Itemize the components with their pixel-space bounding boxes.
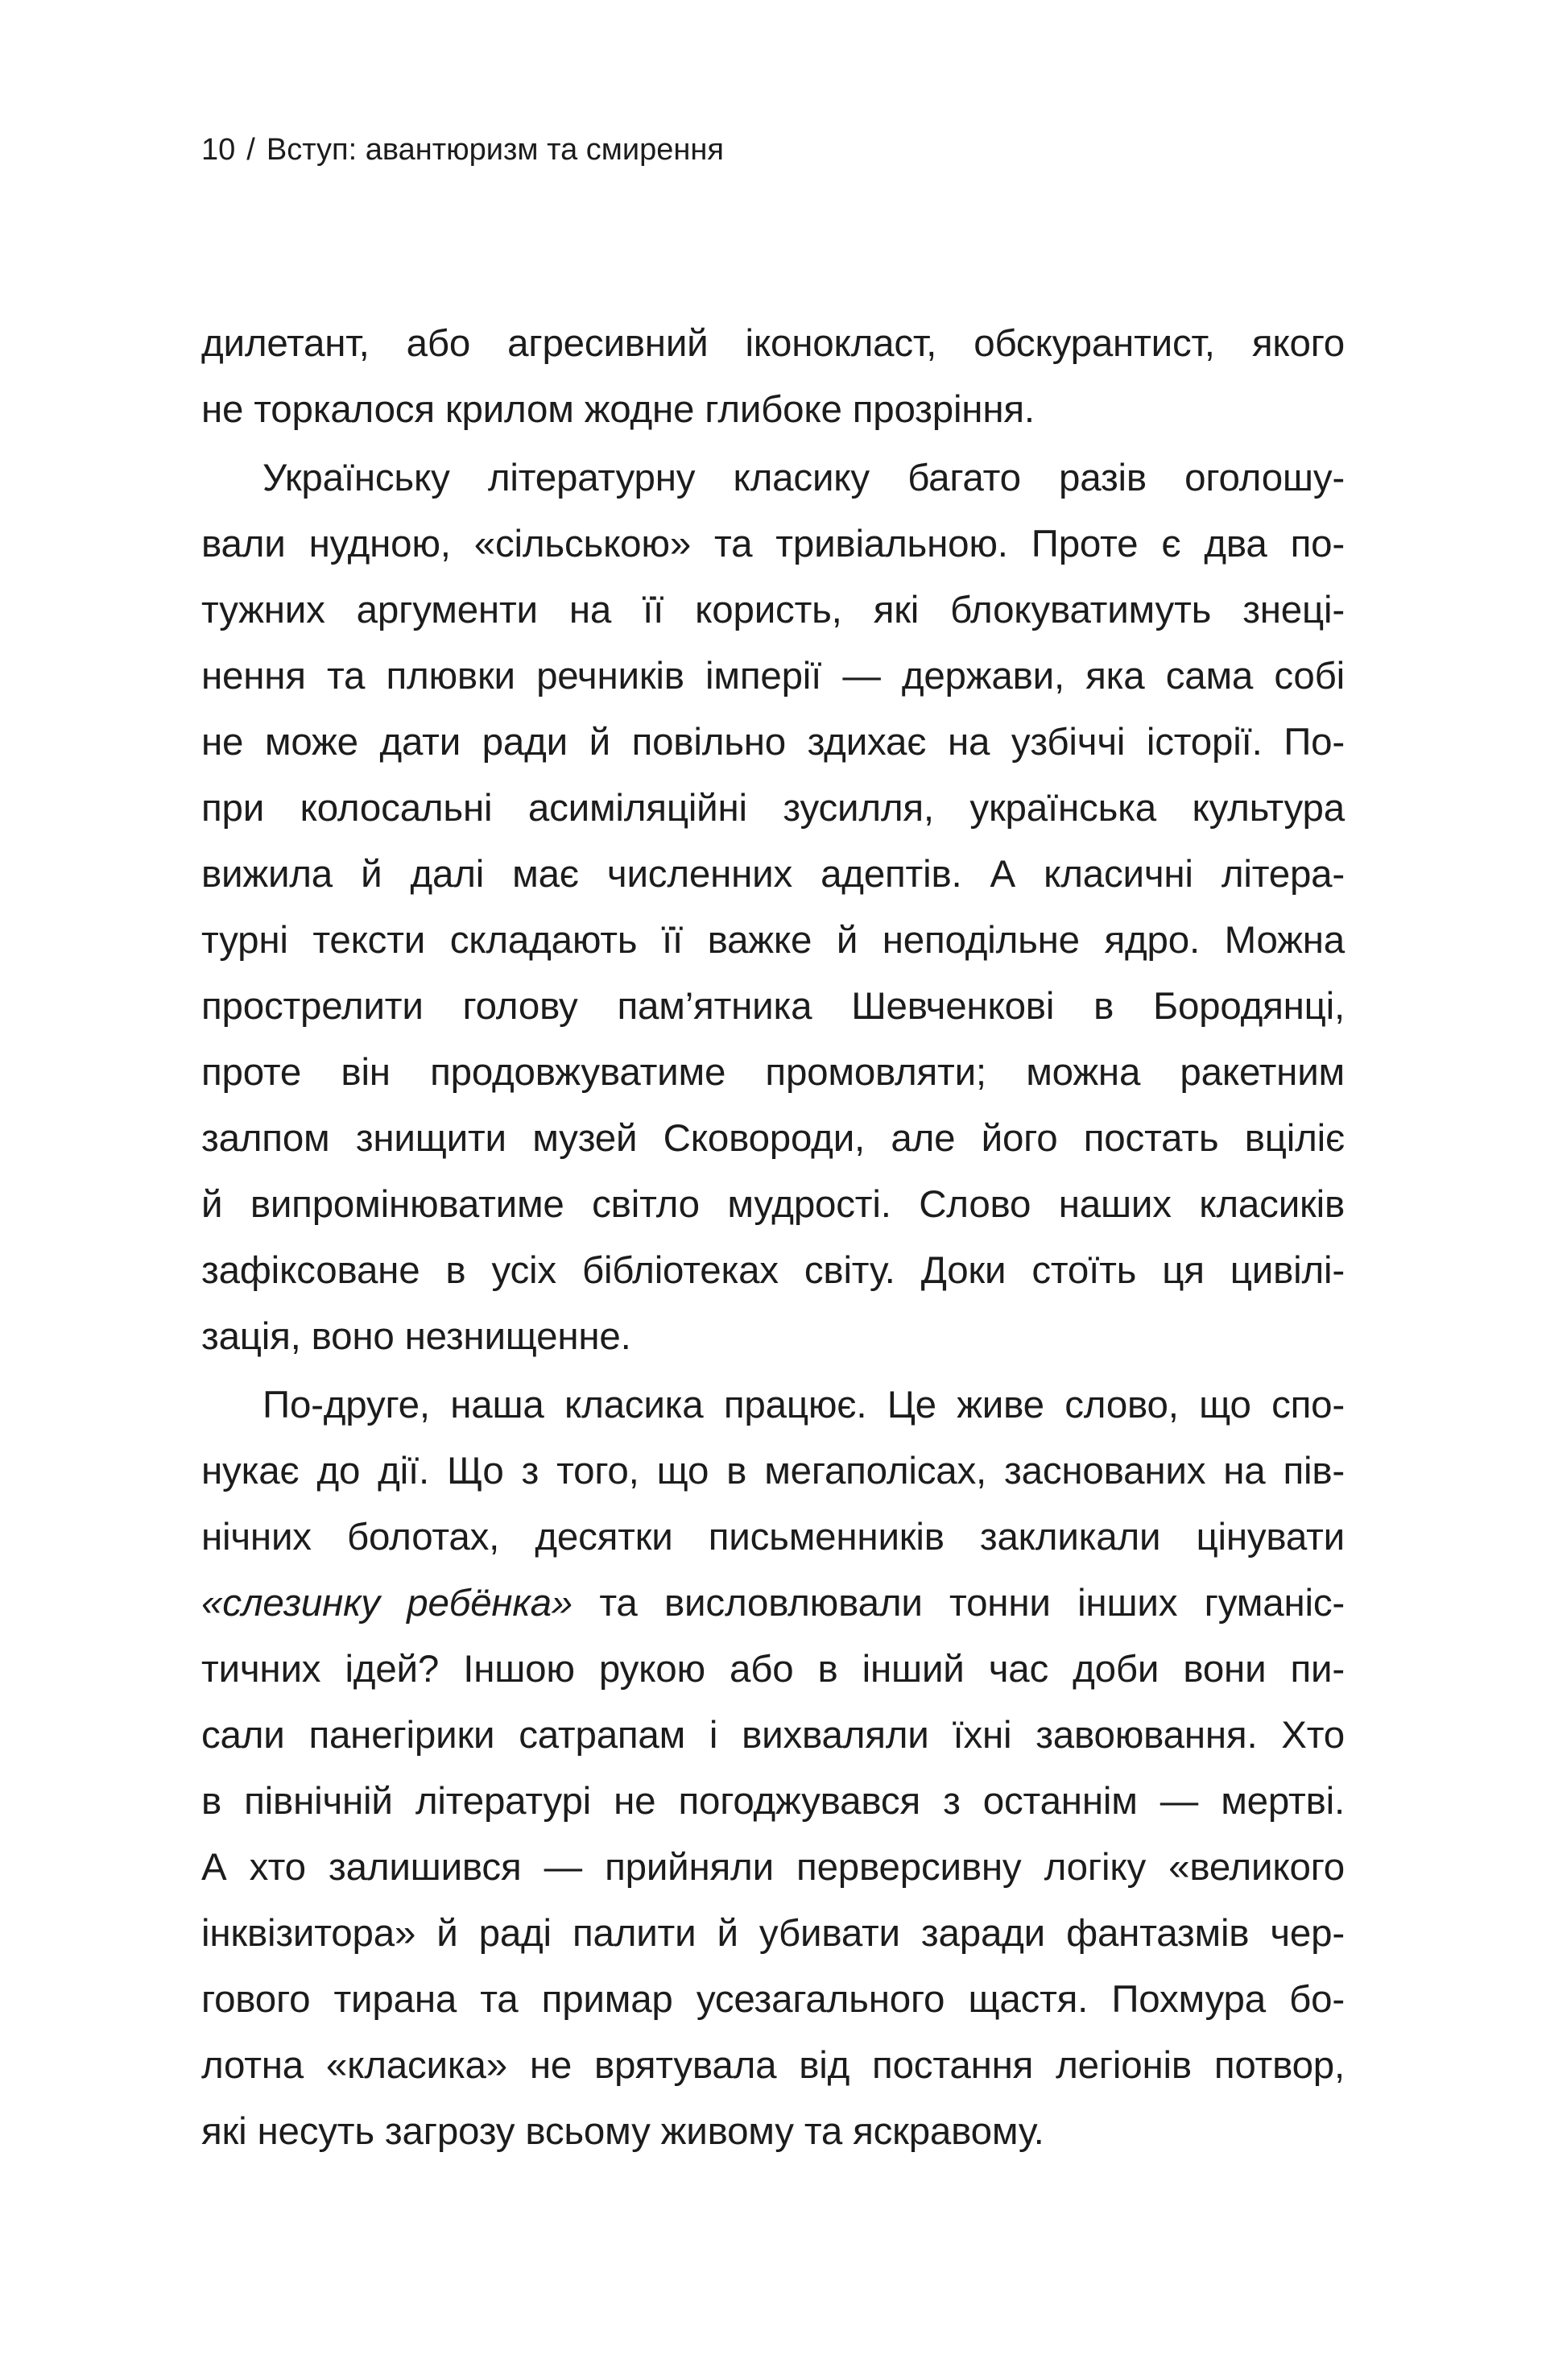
running-header	[201, 130, 724, 169]
text-line: нукає до дії. Що з того, що в мегаполісах, заснованих на пів-	[201, 1450, 1345, 1492]
text-line: не може дати ради й повільно здихає на узбіччі історії. По-	[201, 721, 1345, 764]
text-line: По-друге, наша класика працює. Це живе слово, що спо-	[262, 1384, 1345, 1426]
text-line	[201, 1571, 1345, 1637]
text-line: лотна «класика» не врятувала від постання легіонів потвор,	[201, 2044, 1345, 2087]
text-line: не торкалося крилом жодне глибоке прозріння.	[201, 388, 1035, 431]
text-line: нення та плювки речників імперії — держави, яка сама собі	[201, 655, 1345, 697]
text-line: в північній літературі не погоджувався з останнім — мертві.	[201, 1780, 1345, 1823]
text-fragment: та висловлювали тонни інших гуманіс-	[573, 1582, 1345, 1625]
paragraph-2	[201, 445, 1345, 1370]
text-line: вали нудною, «сільською» та тривіальною. Проте є два по-	[201, 523, 1345, 565]
header-separator: /	[246, 133, 255, 167]
italic-quote: «слезинку ребёнка»	[201, 1582, 573, 1625]
text-line: А хто залишився — прийняли перверсивну логіку «великого	[201, 1846, 1345, 1889]
text-line: тужних аргументи на її користь, які блокуватимуть знеці-	[201, 589, 1345, 631]
body-text	[201, 311, 1345, 2165]
text-line: проте він продовжуватиме промовляти; можна ракетним	[201, 1051, 1345, 1094]
paragraph-1	[201, 311, 1345, 443]
text-line: які несуть загрозу всьому живому та яскравому.	[201, 2110, 1044, 2153]
text-line: тичних ідей? Іншою рукою або в інший час доби вони пи-	[201, 1648, 1345, 1691]
text-line: Українську літературну класику багато разів оголошу-	[262, 457, 1345, 499]
text-line: зафіксоване в усіх бібліотеках світу. Доки стоїть ця цивілі-	[201, 1249, 1345, 1292]
text-line: гового тирана та примар усезагального щастя. Похмура бо-	[201, 1978, 1345, 2021]
chapter-title: Вступ: авантюризм та смирення	[266, 133, 724, 167]
text-line: вижила й далі має численних адептів. А класичні літера-	[201, 853, 1345, 896]
text-line: інквізитора» й раді палити й убивати заради фантазмів чер-	[201, 1912, 1345, 1955]
text-line: дилетант, або агресивний іконокласт, обскурантист, якого	[201, 322, 1345, 365]
text-line: сали панегірики сатрапам і вихваляли їхні завоювання. Хто	[201, 1714, 1345, 1757]
text-line: зація, воно незнищенне.	[201, 1315, 631, 1358]
text-line: й випромінюватиме світло мудрості. Слово наших класиків	[201, 1183, 1345, 1226]
text-line: прострелити голову пам’ятника Шевченкові в Бородянці,	[201, 985, 1345, 1028]
text-line: при колосальні асиміляційні зусилля, українська культура	[201, 787, 1345, 830]
page-number: 10	[201, 133, 236, 167]
text-line: залпом знищити музей Сковороди, але його постать вціліє	[201, 1117, 1345, 1160]
paragraph-3	[201, 1372, 1345, 2165]
text-line: турні тексти складають її важке й неподільне ядро. Можна	[201, 919, 1345, 962]
text-line: нічних болотах, десятки письменників закликали цінувати	[201, 1516, 1345, 1558]
